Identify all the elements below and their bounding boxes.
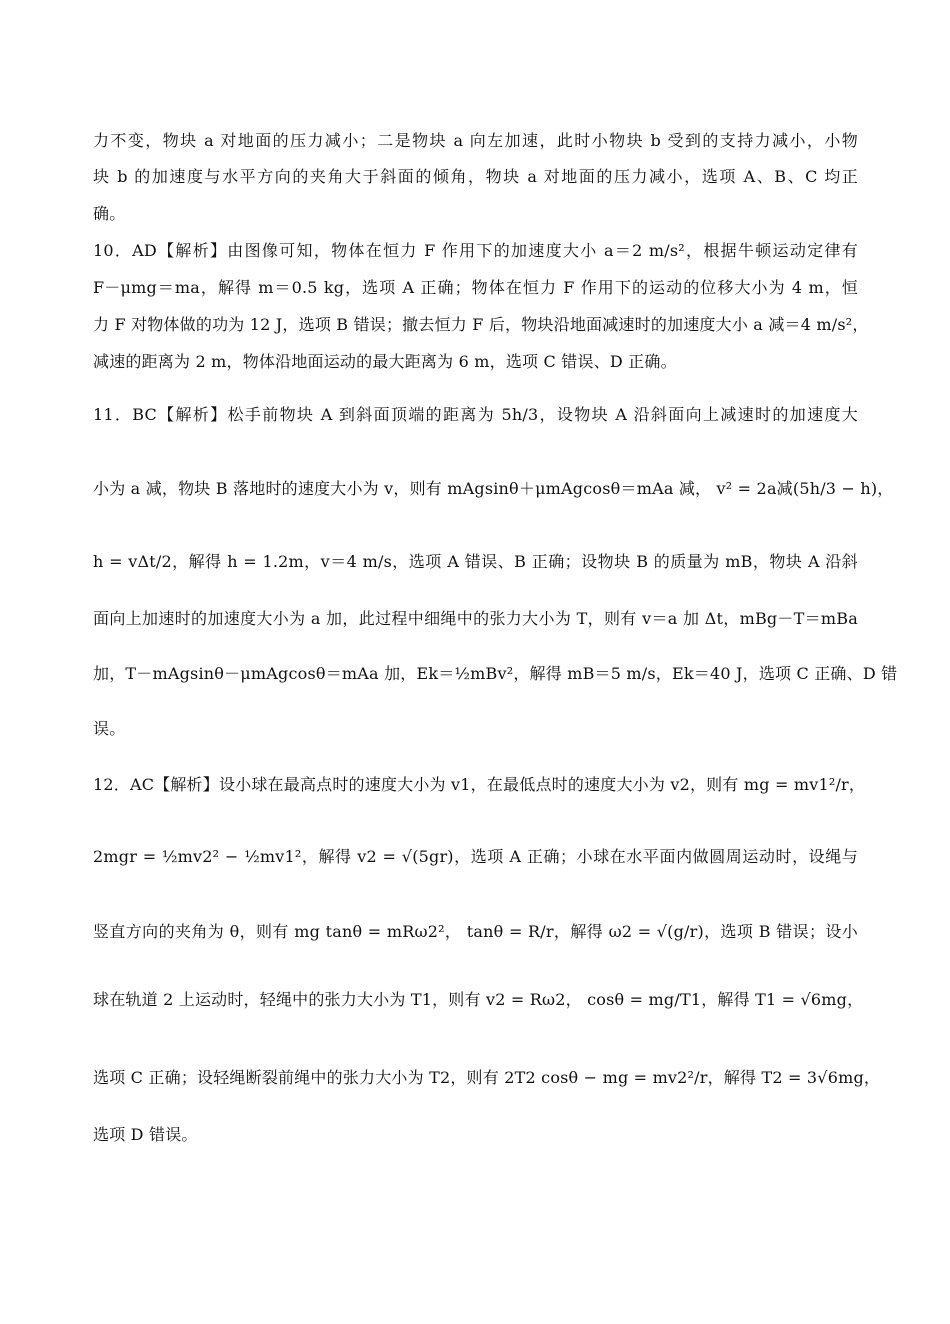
answer-10-line-1: 10．AD【解析】由图像可知，物体在恒力 F 作用下的加速度大小 a＝2 m/s²，根据牛顿运动定律有 — [93, 241, 858, 260]
answer-12-line-5: 选项 C 正确；设轻绳断裂前绳中的张力大小为 T2，则有 2T2 cosθ − mg = mv2²/r，解得 T2 = 3√6mg， — [93, 1068, 881, 1087]
answer-11-line-4: 面向上加速时的加速度大小为 a 加，此过程中细绳中的张力大小为 T，则有 v＝a 加 Δt，mBg－T＝mBa — [93, 609, 858, 628]
answer-11-line-5: 加，T－mAgsinθ－μmAgcosθ＝mAa 加，Ek＝½mBv²，解得 mB＝5 m/s，Ek＝40 J，选项 C 正确、D 错 — [93, 664, 898, 683]
answer-10-line-2: F－μmg＝ma，解得 m＝0.5 kg，选项 A 正确；物体在恒力 F 作用下的运动的位移大小为 4 m，恒 — [93, 278, 858, 297]
answer-11-line-1: 11．BC【解析】松手前物块 A 到斜面顶端的距离为 5h/3，设物块 A 沿斜面向上减速时的加速度大 — [93, 405, 858, 424]
answer-11-line-2: 小为 a 减，物块 B 落地时的速度大小为 v，则有 mAgsinθ＋μmAgcosθ＝mAa 减， v² = 2a减(5h/3 − h)， — [93, 479, 894, 498]
answer-12-line-4: 球在轨道 2 上运动时，轻绳中的张力大小为 T1，则有 v2 = Rω2， cosθ = mg/T1，解得 T1 = √6mg， — [93, 990, 864, 1009]
text-line-1: 力不变，物块 a 对地面的压力减小；二是物块 a 向左加速，此时小物块 b 受到的支持力减小，小物 — [93, 131, 858, 150]
answer-12-line-1: 12．AC【解析】设小球在最高点时的速度大小为 v1，在最低点时的速度大小为 v2，则有 mg = mv1²/r， — [93, 775, 866, 794]
answer-10-line-3: 力 F 对物体做的功为 12 J，选项 B 错误；撤去恒力 F 后，物块沿地面减速时的加速度大小 a 减＝4 m/s²， — [93, 315, 869, 334]
answer-12-line-2: 2mgr = ½mv2² − ½mv1²，解得 v2 = √(5gr)，选项 A 正确；小球在水平面内做圆周运动时，设绳与 — [93, 847, 858, 866]
answer-11-line-3: h = vΔt/2，解得 h = 1.2m，v＝4 m/s，选项 A 错误、B 正确；设物块 B 的质量为 mB，物块 A 沿斜 — [93, 552, 858, 571]
answer-12-line-6: 选项 D 错误。 — [93, 1125, 198, 1144]
text-line-3: 确。 — [93, 204, 126, 223]
answer-12-line-3: 竖直方向的夹角为 θ，则有 mg tanθ = mRω2²， tanθ = R/r，解得 ω2 = √(g/r)，选项 B 错误；设小 — [93, 922, 858, 941]
answer-10-line-4: 减速的距离为 2 m，物体沿地面运动的最大距离为 6 m，选项 C 错误、D 正确。 — [93, 352, 677, 371]
text-line-2: 块 b 的加速度与水平方向的夹角大于斜面的倾角，物块 a 对地面的压力减小，选项 A、B、C 均正 — [93, 167, 858, 186]
answer-11-line-6: 误。 — [93, 719, 126, 738]
